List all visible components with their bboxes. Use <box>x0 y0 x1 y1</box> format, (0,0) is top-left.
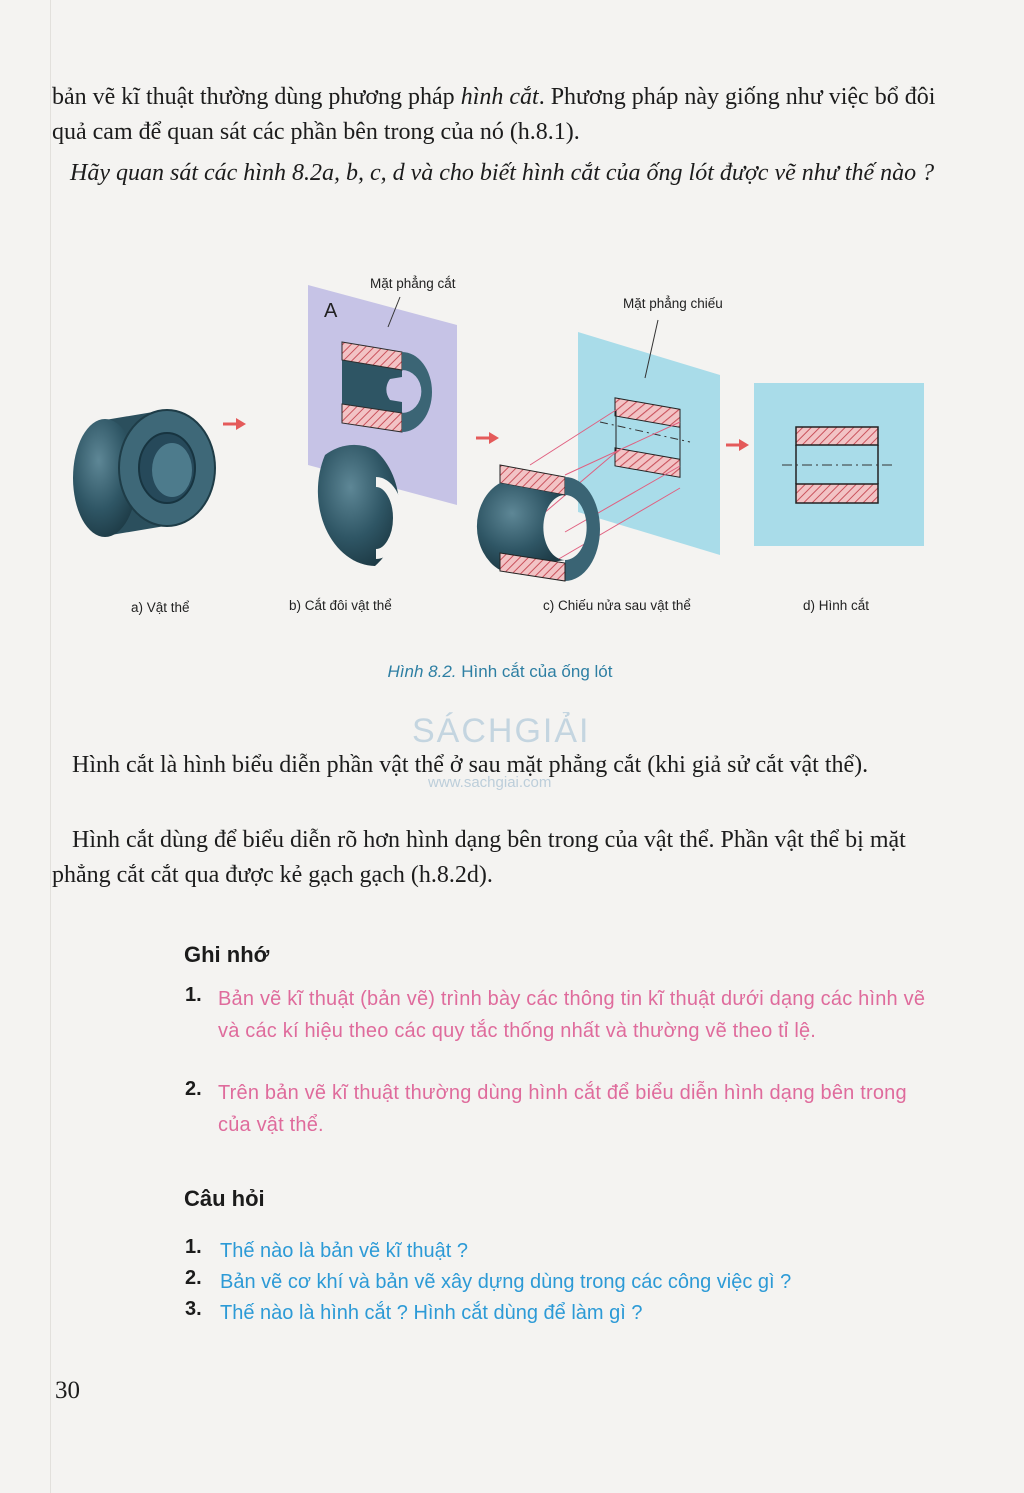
watermark-logo: SÁCHGIẢI <box>412 712 591 750</box>
remember-item-text: Trên bản vẽ kĩ thuật thường dùng hình cắt để biểu diễn hình dạng bên trong của vật thể. <box>218 1082 907 1136</box>
question-item-text: Thế nào là bản vẽ kĩ thuật ? <box>220 1240 468 1262</box>
arrow-b-c-head-icon <box>489 432 499 444</box>
remember-item-2 <box>185 1078 945 1141</box>
question-item-text: Bản vẽ cơ khí và bản vẽ xây dựng dùng trong các công việc gì ? <box>220 1271 792 1293</box>
paragraph-definition: Hình cắt là hình biểu diễn phần vật thể ở sau mặt phẳng cắt (khi giả sử cắt vật thể). <box>72 752 869 778</box>
paragraph-usage: Hình cắt dùng để biểu diễn rõ hơn hình dạng bên trong của vật thể. Phần vật thể bị mặt phẳng cắt cắt qua được kẻ gạch gạch (h.8.2d). <box>52 827 906 888</box>
arrow-a-b-head-icon <box>236 418 246 430</box>
watermark-url: www.sachgiai.com <box>428 774 552 791</box>
projection-plane-label: Mặt phẳng chiếu <box>623 296 723 311</box>
object-bushing <box>73 410 215 537</box>
remember-item-text: Bản vẽ kĩ thuật (bản vẽ) trình bày các thông tin kĩ thuật dưới dạng các hình vẽ và các kí hiệu theo các quy tắc thống nhất và thường vẽ theo tỉ lệ. <box>218 988 926 1042</box>
question-item-2 <box>185 1267 945 1298</box>
subcaption-b: b) Cắt đôi vật thể <box>289 598 392 613</box>
paragraph-1-italic-term: hình cắt <box>460 84 539 110</box>
page-margin-line <box>50 0 51 1493</box>
remember-heading: Ghi nhớ <box>184 942 270 967</box>
figure-caption-text: Hình cắt của ống lót <box>456 662 613 681</box>
cutting-plane-letter: A <box>324 300 338 322</box>
remember-item-number: 2. <box>185 1078 202 1100</box>
paragraph-1-text-b: . Phương pháp này giống như việc bổ đôi quả cam để quan sát các phần bên trong của nó (h.8.1). <box>52 84 936 145</box>
figure-8-2 <box>60 270 960 630</box>
question-item-text: Thế nào là hình cắt ? Hình cắt dùng để làm gì ? <box>220 1302 643 1324</box>
paragraph-1-text-a: bản vẽ kĩ thuật thường dùng phương pháp <box>52 84 461 110</box>
page-number: 30 <box>55 1377 80 1404</box>
question-item-3 <box>185 1298 945 1329</box>
cutting-plane-label: Mặt phẳng cắt <box>370 276 456 291</box>
figure-caption <box>0 662 1000 682</box>
question-prompt: Hãy quan sát các hình 8.2a, b, c, d và cho biết hình cắt của ống lót được vẽ như thế nào ? <box>70 160 935 186</box>
remember-item-number: 1. <box>185 984 202 1006</box>
question-item-number: 3. <box>185 1298 202 1320</box>
questions-heading: Câu hỏi <box>184 1186 265 1211</box>
figure-caption-number: Hình 8.2. <box>387 662 457 681</box>
subcaption-d: d) Hình cắt <box>803 598 870 613</box>
paragraph-1 <box>52 80 947 150</box>
section-view-background <box>754 383 924 546</box>
question-item-number: 1. <box>185 1236 202 1258</box>
question-item-number: 2. <box>185 1267 202 1289</box>
subcaption-c: c) Chiếu nửa sau vật thể <box>543 598 691 613</box>
section-hatch-bottom <box>796 484 878 503</box>
section-hatch-top <box>796 427 878 445</box>
figure-illustration <box>60 270 960 630</box>
subcaption-a: a) Vật thể <box>131 600 190 615</box>
question-item-1 <box>185 1236 945 1267</box>
remember-item-1 <box>185 984 945 1047</box>
arrow-c-d-head-icon <box>739 439 749 451</box>
